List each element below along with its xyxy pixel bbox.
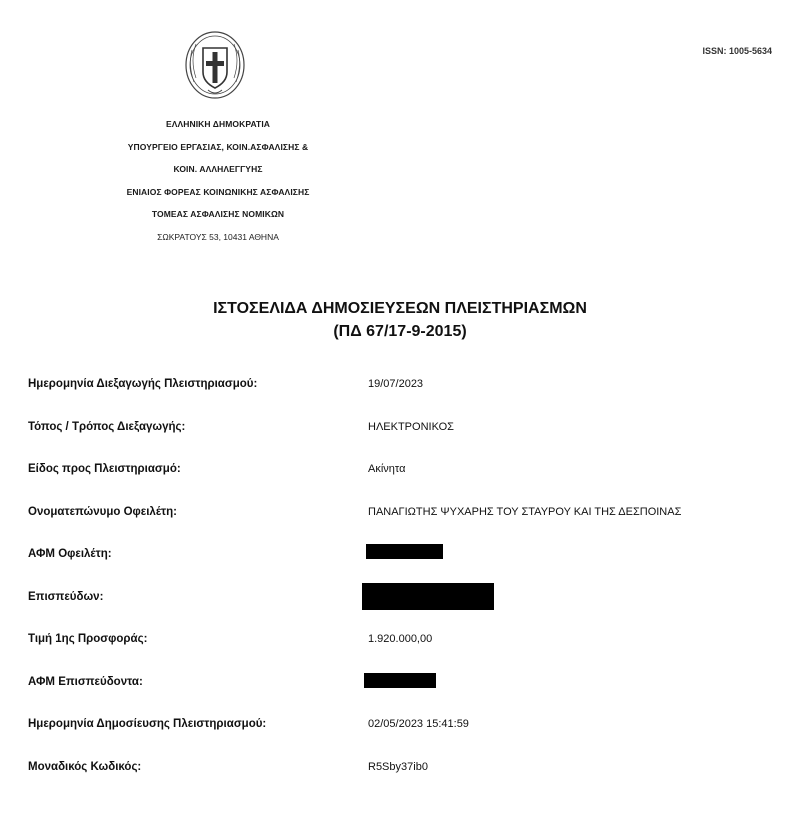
field-value: R5Sby37ib0 (368, 760, 428, 773)
field-label: ΑΦΜ Επισπεύδοντα: (28, 675, 143, 688)
address: ΣΩΚΡΑΤΟΥΣ 53, 10431 ΑΘΗΝΑ (157, 231, 279, 242)
field-label: Τόπος / Τρόπος Διεξαγωγής: (28, 420, 186, 433)
sector-name: ΤΟΜΕΑΣ ΑΣΦΑΛΙΣΗΣ ΝΟΜΙΚΩΝ (151, 209, 285, 219)
ministry-name-cont: ΚΟΙΝ. ΑΛΛΗΛΕΓΓΥΗΣ (173, 164, 263, 174)
field-value: 02/05/2023 15:41:59 (368, 718, 469, 730)
field-row-auction-date (28, 372, 788, 415)
page-title (0, 297, 800, 343)
field-row-auction-method (28, 415, 788, 458)
field-row-debtor-tax-id (28, 542, 788, 585)
ministry-name: ΥΠΟΥΡΓΕΙΟ ΕΡΓΑΣΙΑΣ, ΚΟΙΝ.ΑΣΦΑΛΙΣΗΣ & (127, 141, 309, 152)
title-line-2: (ΠΔ 67/17-9-2015) (333, 323, 467, 340)
field-label: Ονοματεπώνυμο Οφειλέτη: (28, 505, 178, 518)
field-value: 19/07/2023 (368, 378, 424, 390)
field-row-debtor-name (28, 500, 788, 543)
agency-name: ΕΝΙΑΙΟΣ ΦΟΡΕΑΣ ΚΟΙΝΩΝΙΚΗΣ ΑΣΦΑΛΙΣΗΣ (126, 186, 310, 197)
field-label: ΑΦΜ Οφειλέτη: (28, 548, 112, 560)
field-value: ΠΑΝΑΓΙΩΤΗΣ ΨΥΧΑΡΗΣ ΤΟΥ ΣΤΑΥΡΟΥ ΚΑΙ ΤΗΣ ΔΕΣΠΟΙΝΑΣ (368, 505, 682, 518)
field-label: Επισπεύδων: (28, 590, 104, 603)
field-label: Τιμή 1ης Προσφοράς: (28, 633, 148, 645)
field-label: Μοναδικός Κωδικός: (28, 760, 142, 773)
redaction-bar (362, 583, 494, 610)
redaction-bar (364, 673, 436, 688)
field-label: Ημερομηνία Δημοσίευσης Πλειστηριασμού: (28, 718, 267, 730)
greek-coat-of-arms-icon (184, 30, 246, 100)
field-value: Ακίνητα (368, 463, 406, 475)
field-value: 1.920.000,00 (368, 633, 433, 645)
field-row-first-bid-price (28, 627, 788, 670)
issn-number: ISSN: 1005-5634 (702, 46, 772, 56)
title-line-1: ΙΣΤΟΣΕΛΙΔΑ ΔΗΜΟΣΙΕΥΣΕΩΝ ΠΛΕΙΣΤΗΡΙΑΣΜΩΝ (213, 300, 587, 317)
field-value: ΗΛΕΚΤΡΟΝΙΚΟΣ (368, 420, 454, 433)
field-label: Ημερομηνία Διεξαγωγής Πλειστηριασμού: (28, 378, 258, 390)
field-row-publication-date (28, 712, 788, 755)
field-row-petitioner-tax-id (28, 670, 788, 713)
field-label: Είδος προς Πλειστηριασμό: (28, 463, 181, 475)
country-name: ΕΛΛΗΝΙΚΗ ΔΗΜΟΚΡΑΤΙΑ (165, 119, 271, 129)
auction-details (28, 372, 788, 797)
redaction-bar (366, 544, 443, 559)
field-row-item-type (28, 457, 788, 500)
header-block (96, 113, 340, 248)
field-row-unique-code (28, 755, 788, 798)
field-row-petitioner (28, 585, 788, 628)
